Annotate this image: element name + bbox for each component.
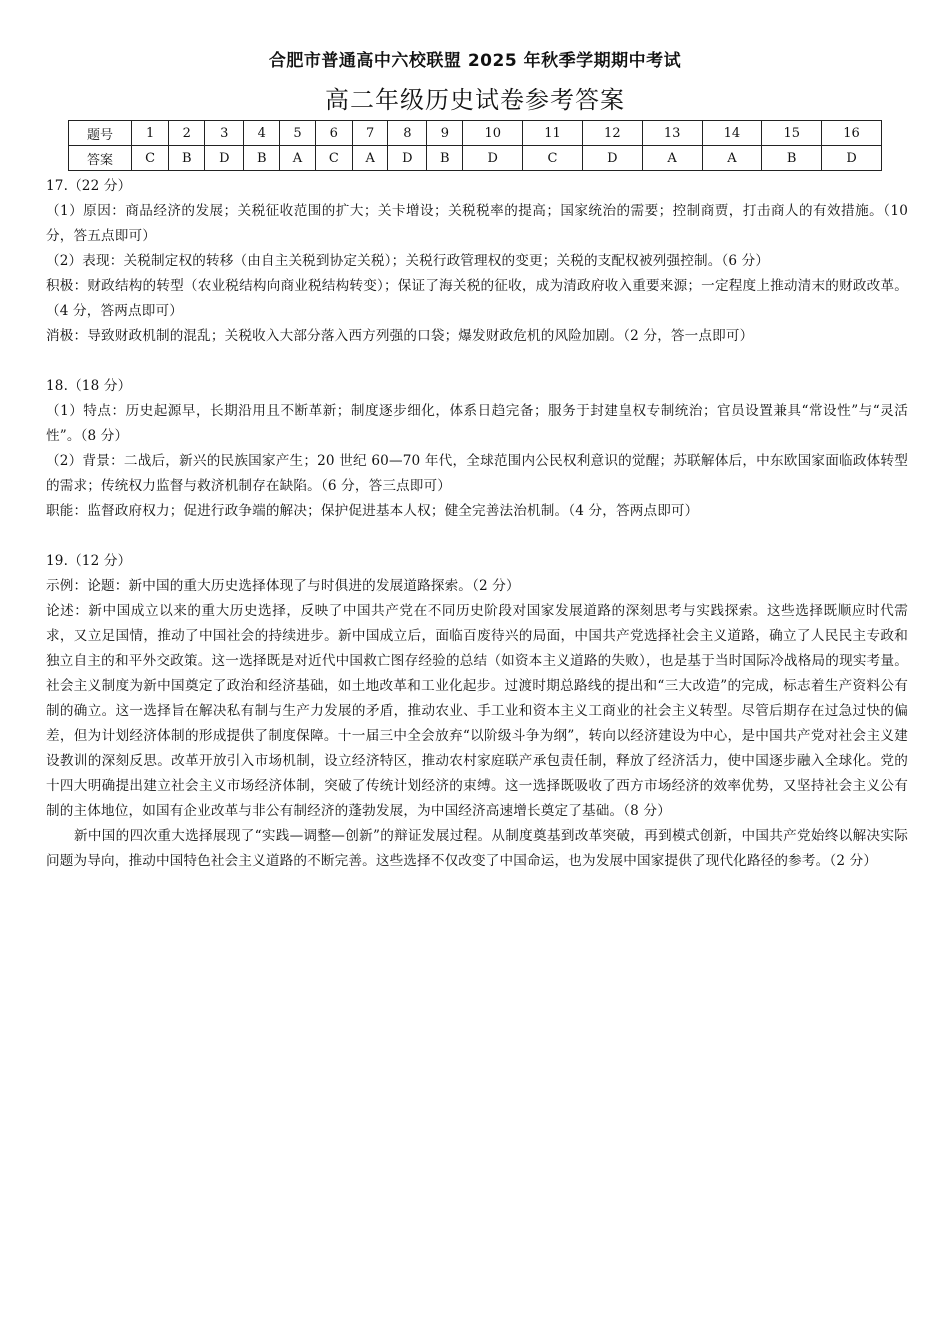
section-spacer	[46, 349, 908, 374]
question-number: 16	[822, 121, 882, 146]
answer-row	[69, 146, 882, 171]
question-number: 2	[169, 121, 205, 146]
question-number: 14	[702, 121, 762, 146]
question-number: 10	[463, 121, 523, 146]
row-label-answer: 答案	[69, 146, 132, 171]
answer-cell: C	[315, 146, 352, 171]
question-number: 9	[427, 121, 463, 146]
question-19-section	[46, 549, 908, 874]
question-number: 5	[280, 121, 315, 146]
question-19-conclusion: 新中国的四次重大选择展现了“实践—调整—创新”的辩证发展过程。从制度奠基到改革突破，再到模式创新，中国共产党始终以解决实际问题为导向，推动中国特色社会主义道路的不断完善。这些选择不仅改变了中国命运，也为发展中国家提供了现代化路径的参考。（2 分）	[46, 828, 908, 869]
answer-table	[68, 120, 882, 171]
answer-cell: B	[244, 146, 280, 171]
answer-cell: D	[582, 146, 642, 171]
question-number: 4	[244, 121, 280, 146]
answer-cell: B	[762, 146, 822, 171]
answer-cell: A	[280, 146, 315, 171]
question-18-part2: （2）背景：二战后，新兴的民族国家产生；20 世纪 60—70 年代，全球范围内公民权利意识的觉醒；苏联解体后，中东欧国家面临政体转型的需求；传统权力监督与救济机制存在缺陷。（6 分，答三点即可）	[46, 453, 908, 494]
question-number: 8	[388, 121, 427, 146]
question-17-section	[46, 174, 908, 349]
question-17-heading: 17.（22 分）	[46, 178, 132, 194]
question-19-thesis: 示例：论题：新中国的重大历史选择体现了与时俱进的发展道路探索。（2 分）	[46, 578, 520, 594]
question-number: 7	[352, 121, 387, 146]
question-17-negative: 消极：导致财政机制的混乱；关税收入大部分落入西方列强的口袋；爆发财政危机的风险加剧。（2 分，答一点即可）	[46, 328, 754, 344]
question-number: 1	[132, 121, 169, 146]
question-number: 13	[642, 121, 702, 146]
answer-cell: D	[205, 146, 244, 171]
answer-cell: B	[169, 146, 205, 171]
section-spacer	[46, 524, 908, 549]
question-number: 12	[582, 121, 642, 146]
question-18-functions: 职能：监督政府权力；促进行政争端的解决；保护促进基本人权；健全完善法治机制。（4 分，答两点即可）	[46, 503, 699, 519]
question-18-section	[46, 374, 908, 524]
question-17-part1: （1）原因：商品经济的发展；关税征收范围的扩大；关卡增设；关税税率的提高；国家统治的需要；控制商贾，打击商人的有效措施。（10 分，答五点即可）	[46, 203, 908, 244]
answer-cell: A	[642, 146, 702, 171]
question-number-row	[69, 121, 882, 146]
question-17-positive: 积极：财政结构的转型（农业税结构向商业税结构转变）；保证了海关税的征收，成为清政府收入重要来源；一定程度上推动清末的财政改革。（4 分，答两点即可）	[46, 278, 908, 319]
row-label-question: 题号	[69, 121, 132, 146]
question-18-part1: （1）特点：历史起源早，长期沿用且不断革新；制度逐步细化，体系日趋完备；服务于封建皇权专制统治；官员设置兼具“常设性”与“灵活性”。（8 分）	[46, 403, 908, 444]
question-number: 3	[205, 121, 244, 146]
answer-cell: D	[388, 146, 427, 171]
answer-cell: A	[702, 146, 762, 171]
document-subtitle: 高二年级历史试卷参考答案	[325, 86, 625, 114]
answer-cell: C	[132, 146, 169, 171]
question-19-heading: 19.（12 分）	[46, 553, 132, 569]
answer-cell: C	[523, 146, 583, 171]
question-18-heading: 18.（18 分）	[46, 378, 132, 394]
question-number: 15	[762, 121, 822, 146]
answer-cell: D	[822, 146, 882, 171]
question-17-part2: （2）表现：关税制定权的转移（由自主关税到协定关税）；关税行政管理权的变更；关税的支配权被列强控制。（6 分）	[46, 253, 770, 269]
question-19-argument: 论述：新中国成立以来的重大历史选择，反映了中国共产党在不同历史阶段对国家发展道路的深刻思考与实践探索。这些选择既顺应时代需求，又立足国情，推动了中国社会的持续进步。新中国成立后，面临百废待兴的局面，中国共产党选择社会主义道路，确立了人民民主专政和独立自主的和平外交政策。这一选择既是对近代中国救亡图存经验的总结（如资本主义道路的失败），也是基于当时国际冷战格局的现实考量。社会主义制度为新中国奠定了政治和经济基础，如土地改革和工业化起步。过渡时期总路线的提出和“三大改造”的完成，标志着生产资料公有制的确立。这一选择旨在解决私有制与生产力发展的矛盾，推动农业、手工业和资本主义工商业的社会主义转型。尽管后期存在过急过快的偏差，但为计划经济体制的形成提供了制度保障。十一届三中全会放弃“以阶级斗争为纲”，转向以经济建设为中心，是中国共产党对社会主义建设教训的深刻反思。改革开放引入市场机制，设立经济特区，推动农村家庭联产承包责任制，释放了经济活力，使中国逐步融入全球化。党的十四大明确提出建立社会主义市场经济体制，突破了传统计划经济的束缚。这一选择既吸收了西方市场经济的效率优势，又坚持社会主义公有制的主体地位，如国有企业改革与非公有制经济的蓬勃发展，为中国经济高速增长奠定了基础。（8 分）	[46, 603, 908, 819]
answer-cell: D	[463, 146, 523, 171]
answer-cell: B	[427, 146, 463, 171]
question-number: 11	[523, 121, 583, 146]
exam-title: 合肥市普通高中六校联盟 2025 年秋季学期期中考试	[268, 51, 682, 71]
answer-cell: A	[352, 146, 387, 171]
answer-content	[46, 174, 908, 874]
question-number: 6	[315, 121, 352, 146]
